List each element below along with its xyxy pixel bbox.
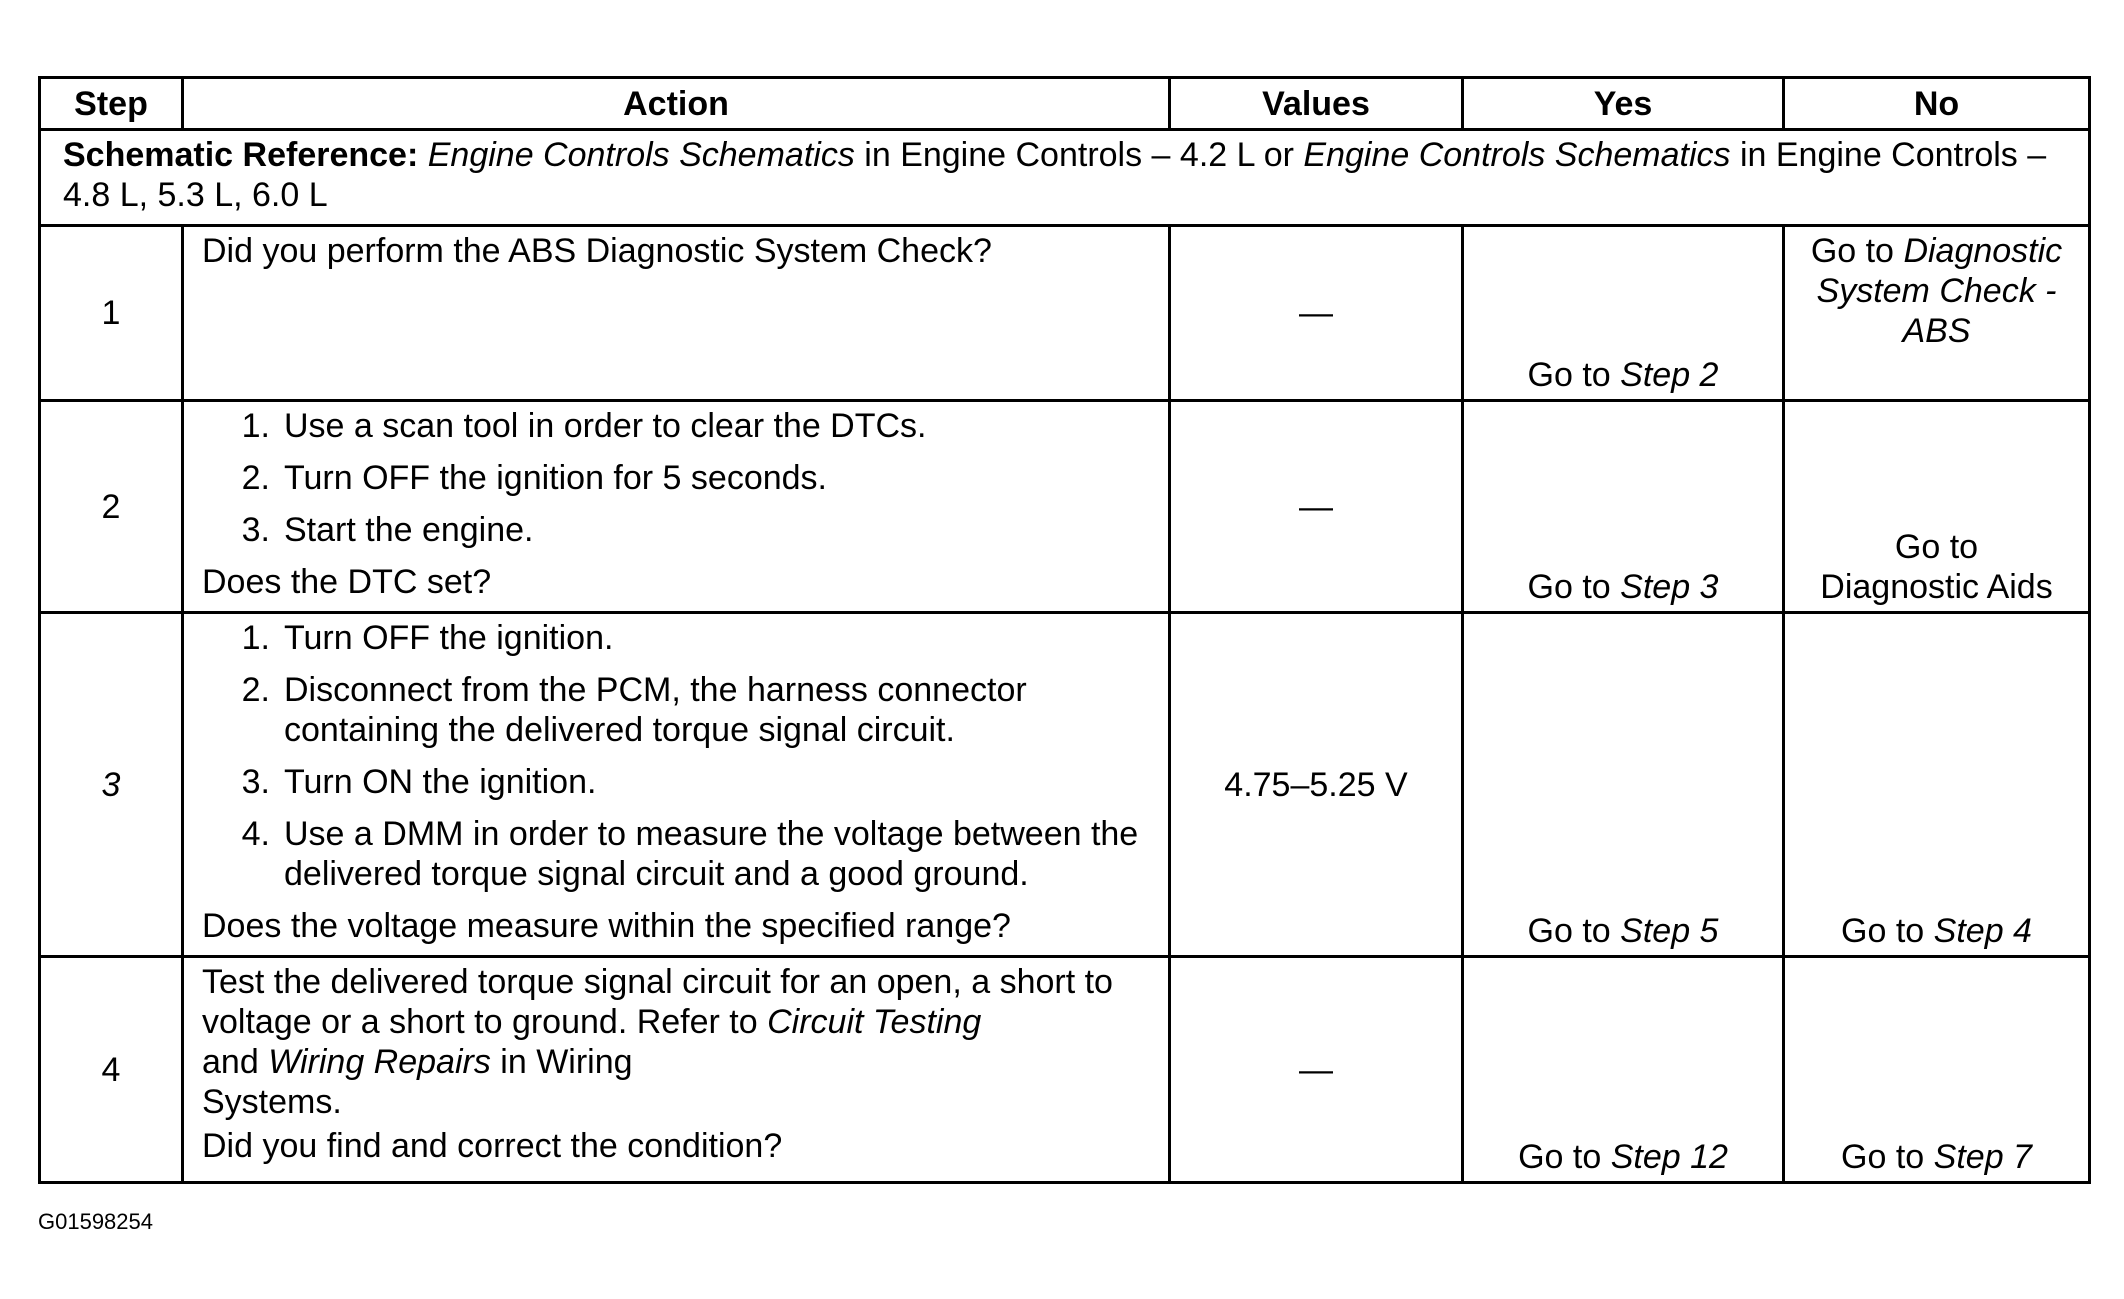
values-cell: [1170, 226, 1463, 401]
figure-id: G01598254: [38, 1209, 153, 1234]
list-item-text: Turn OFF the ignition.: [284, 619, 614, 657]
list-item-text: Turn OFF the ignition for 5 seconds.: [284, 459, 827, 497]
list-item-number: 3.: [241, 763, 270, 801]
action-steps-list: [202, 618, 1150, 894]
list-item: [202, 406, 1150, 446]
action-paragraph: [202, 962, 1150, 1122]
action-text: in Wiring: [500, 1043, 633, 1081]
schematic-reference-label: Schematic Reference:: [63, 136, 419, 174]
list-item-text: Use a DMM in order to measure the voltage between the delivered torque signal circuit and a good ground.: [284, 815, 1139, 893]
schematic-reference-cell: [40, 130, 2090, 226]
yes-cell: [1463, 226, 1784, 401]
step-number: 1: [40, 226, 183, 401]
header-yes: Yes: [1463, 78, 1784, 130]
schematic-link-1[interactable]: Engine Controls Schematics: [427, 136, 855, 174]
values-text: 4.75–5.25 V: [1224, 765, 1408, 804]
action-text: Did you perform the ABS Diagnostic System Check?: [202, 232, 992, 270]
circuit-testing-link[interactable]: Circuit Testing: [767, 1003, 982, 1041]
action-text: Systems.: [202, 1083, 342, 1121]
step-number: 2: [40, 401, 183, 613]
wiring-repairs-link[interactable]: Wiring Repairs: [268, 1043, 491, 1081]
schematic-link-2[interactable]: Engine Controls Schematics: [1303, 136, 1731, 174]
no-link[interactable]: Diagnostic System Check - ABS: [1816, 232, 2063, 350]
schematic-text-2: in Engine Controls – 4.8 L, 5.3 L, 6.0 L: [63, 136, 2047, 214]
header-step: Step: [40, 78, 183, 130]
no-link[interactable]: Diagnostic Aids: [1820, 568, 2053, 606]
yes-link[interactable]: Step 2: [1620, 356, 1719, 394]
action-text: and: [202, 1043, 259, 1081]
list-item-number: 3.: [241, 511, 270, 549]
schematic-text-1: in Engine Controls – 4.2 L or: [864, 136, 1294, 174]
yes-link[interactable]: Step 12: [1610, 1138, 1728, 1176]
values-cell: [1170, 401, 1463, 613]
action-question: Does the DTC set?: [202, 563, 492, 601]
list-item-text: Turn ON the ignition.: [284, 763, 597, 801]
list-item-number: 2.: [241, 459, 270, 497]
values-text: —: [1299, 487, 1333, 526]
yes-prefix: Go to: [1527, 912, 1611, 950]
list-item-text: Use a scan tool in order to clear the DTCs.: [284, 407, 927, 445]
list-item-text: Start the engine.: [284, 511, 534, 549]
no-cell: [1784, 613, 2090, 957]
table-header-row: [40, 78, 2090, 130]
yes-prefix: Go to: [1527, 356, 1611, 394]
values-cell: [1170, 957, 1463, 1183]
action-question: Did you find and correct the condition?: [202, 1127, 783, 1165]
values-text: —: [1299, 294, 1333, 332]
action-cell: [183, 401, 1170, 613]
action-steps-list: [202, 406, 1150, 550]
list-item-number: 2.: [241, 671, 270, 709]
step-number: 3: [40, 613, 183, 957]
values-cell: [1170, 613, 1463, 957]
no-link[interactable]: Step 4: [1933, 912, 2032, 950]
action-cell: [183, 613, 1170, 957]
list-item-number: 1.: [241, 407, 270, 445]
list-item: [202, 670, 1150, 750]
yes-link[interactable]: Step 5: [1620, 912, 1719, 950]
yes-cell: [1463, 957, 1784, 1183]
list-item: [202, 458, 1150, 498]
table-row: [40, 613, 2090, 957]
table-row: [40, 226, 2090, 401]
list-item: [202, 762, 1150, 802]
table-row: [40, 957, 2090, 1183]
yes-cell: [1463, 613, 1784, 957]
no-cell: [1784, 226, 2090, 401]
list-item: [202, 618, 1150, 658]
no-cell: [1784, 957, 2090, 1183]
action-question: Does the voltage measure within the specified range?: [202, 907, 1011, 945]
yes-prefix: Go to: [1527, 568, 1611, 606]
yes-link[interactable]: Step 3: [1620, 568, 1719, 606]
action-cell: [183, 226, 1170, 401]
step-number: 4: [40, 957, 183, 1183]
diagnostic-table: [38, 76, 2091, 1184]
list-item-text: Disconnect from the PCM, the harness connector containing the delivered torque signal circuit.: [284, 671, 1027, 749]
list-item-number: 1.: [241, 619, 270, 657]
list-item: [202, 814, 1150, 894]
no-cell: [1784, 401, 2090, 613]
no-prefix: Go to: [1841, 1138, 1925, 1176]
values-text: —: [1299, 1050, 1333, 1089]
no-prefix: Go to: [1810, 232, 1894, 270]
schematic-reference-row: [40, 130, 2090, 226]
list-item: [202, 510, 1150, 550]
table-row: [40, 401, 2090, 613]
no-prefix: Go to: [1894, 528, 1979, 566]
action-cell: [183, 957, 1170, 1183]
header-no: No: [1784, 78, 2090, 130]
yes-prefix: Go to: [1518, 1138, 1602, 1176]
no-prefix: Go to: [1841, 912, 1925, 950]
action-text: Test the delivered torque signal circuit for an open, a short to voltage or a short to ground. Refer to: [202, 963, 1113, 1041]
header-values: Values: [1170, 78, 1463, 130]
header-action: Action: [183, 78, 1170, 130]
list-item-number: 4.: [241, 815, 270, 853]
yes-cell: [1463, 401, 1784, 613]
no-link[interactable]: Step 7: [1933, 1138, 2032, 1176]
